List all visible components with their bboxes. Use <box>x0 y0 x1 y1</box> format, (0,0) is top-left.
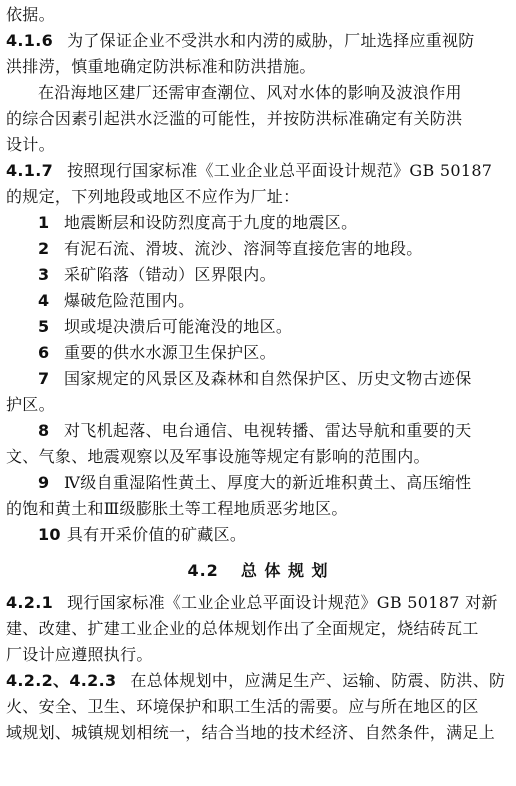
list-item <box>6 262 510 288</box>
item-number: 8 <box>38 421 50 440</box>
item-text: 有泥石流、滑坡、流沙、溶洞等直接危害的地段。 <box>64 239 423 258</box>
section-number: 4.2 <box>187 561 219 580</box>
clause-text: 为了保证企业不受洪水和内涝的威胁，厂址选择应重视防 <box>67 31 475 50</box>
item-text: 地震断层和设防烈度高于九度的地震区。 <box>64 213 358 232</box>
item-text: 具有开采价值的矿藏区。 <box>66 525 247 544</box>
section-heading <box>6 558 510 584</box>
list-item <box>6 470 510 496</box>
list-item <box>6 288 510 314</box>
clause-text: 按照现行国家标准《工业企业总平面设计规范》GB 50187 <box>67 161 493 180</box>
list-item-continuation: 护区。 <box>6 395 55 414</box>
item-number: 4 <box>38 291 50 310</box>
clause-4-2-1-line-1 <box>6 590 510 616</box>
list-item-continuation: 的饱和黄土和Ⅲ级膨胀土等工程地质恶劣地区。 <box>6 499 348 518</box>
item-number: 6 <box>38 343 50 362</box>
item-number: 7 <box>38 369 50 388</box>
list-item <box>6 522 510 548</box>
item-text: 国家规定的风景区及森林和自然保护区、历史文物古迹保 <box>64 369 472 388</box>
list-item-continuation: 文、气象、地震观察以及军事设施等规定有影响的范围内。 <box>6 447 430 466</box>
text-line: 火、安全、卫生、环境保护和职工生活的需要。应与所在地区的区 <box>6 697 479 716</box>
item-number: 10 <box>38 525 61 544</box>
clause-number: 4.2.2、4.2.3 <box>6 671 117 690</box>
clause-4-2-2-line-1 <box>6 668 510 694</box>
text-line: 洪排涝，慎重地确定防洪标准和防洪措施。 <box>6 57 316 76</box>
item-number: 1 <box>38 213 50 232</box>
text-line: 的综合因素引起洪水泛滥的可能性，并按防洪标准确定有关防洪 <box>6 109 463 128</box>
list-item <box>6 236 510 262</box>
item-text: Ⅳ级自重湿陷性黄土、厚度大的新近堆积黄土、高压缩性 <box>64 473 472 492</box>
item-number: 2 <box>38 239 50 258</box>
item-text: 对飞机起落、电台通信、电视转播、雷达导航和重要的天 <box>64 421 472 440</box>
list-item <box>6 210 510 236</box>
text-line: 设计。 <box>6 135 55 154</box>
clause-number: 4.1.7 <box>6 161 54 180</box>
item-text: 爆破危险范围内。 <box>64 291 195 310</box>
list-item <box>6 340 510 366</box>
text-line: 依据。 <box>6 5 55 24</box>
item-text: 重要的供水水源卫生保护区。 <box>64 343 276 362</box>
item-text: 采矿陷落（错动）区界限内。 <box>64 265 276 284</box>
list-item <box>6 366 510 392</box>
text-line: 在沿海地区建厂还需审查潮位、风对水体的影响及波浪作用 <box>38 83 462 102</box>
text-line: 建、改建、扩建工业企业的总体规划作出了全面规定，烧结砖瓦工 <box>6 619 479 638</box>
item-number: 5 <box>38 317 50 336</box>
clause-number: 4.2.1 <box>6 593 54 612</box>
text-line: 的规定，下列地段或地区不应作为厂址： <box>6 187 300 206</box>
clause-4-1-7-line-1 <box>6 158 510 184</box>
list-item <box>6 418 510 444</box>
clause-number: 4.1.6 <box>6 31 54 50</box>
list-item <box>6 314 510 340</box>
text-line: 厂设计应遵照执行。 <box>6 645 153 664</box>
item-number: 3 <box>38 265 50 284</box>
item-text: 坝或堤决溃后可能淹没的地区。 <box>64 317 293 336</box>
section-title: 总 体 规 划 <box>240 561 329 580</box>
clause-text: 现行国家标准《工业企业总平面设计规范》GB 50187 对新 <box>67 593 498 612</box>
text-line: 域规划、城镇规划相统一，结合当地的技术经济、自然条件，满足上 <box>6 723 496 742</box>
clause-4-1-6-line-1 <box>6 28 510 54</box>
clause-text: 在总体规划中，应满足生产、运输、防震、防洪、防 <box>130 671 506 690</box>
item-number: 9 <box>38 473 50 492</box>
